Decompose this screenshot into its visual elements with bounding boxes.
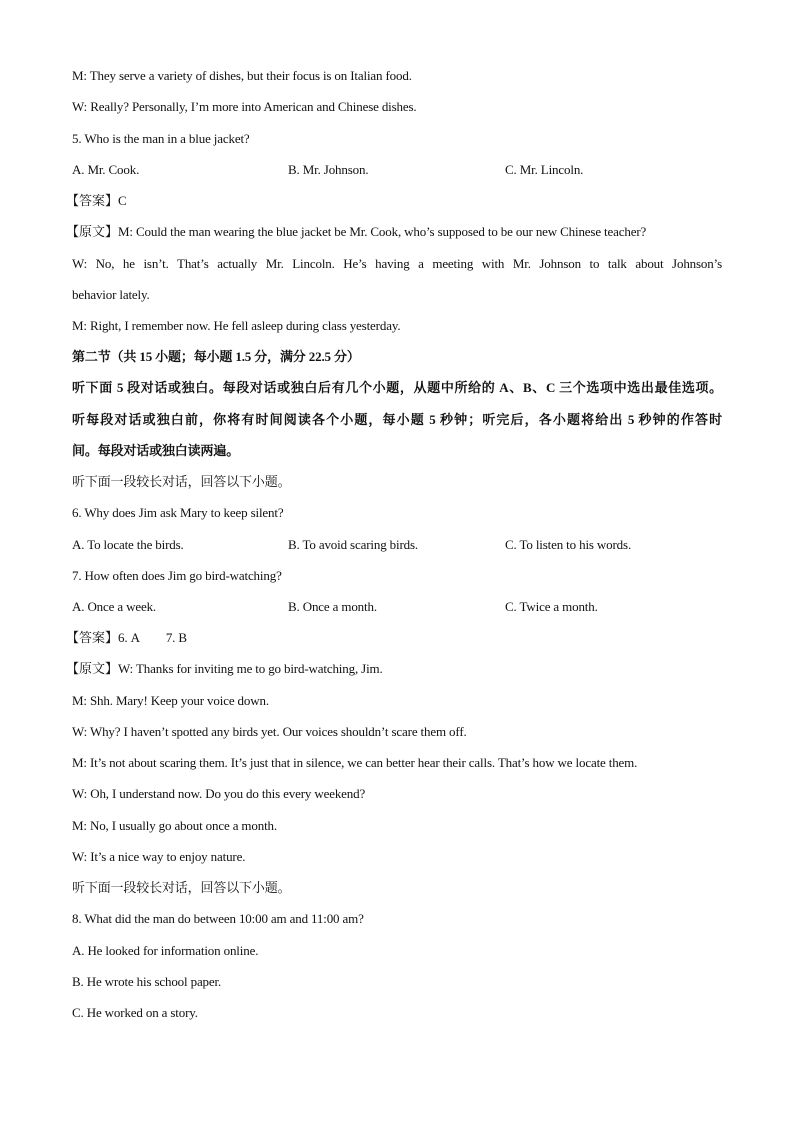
dialogue-line: M: Shh. Mary! Keep your voice down. <box>72 693 269 708</box>
option-c: C. He worked on a story. <box>72 1005 198 1020</box>
question-5: 5. Who is the man in a blue jacket? <box>72 131 250 146</box>
dialogue-line: M: They serve a variety of dishes, but their focus is on Italian food. <box>72 68 412 83</box>
dialogue-line: W: Why? I haven’t spotted any birds yet. Our voices shouldn’t scare them off. <box>72 724 467 739</box>
option-c: C. Mr. Lincoln. <box>505 162 584 177</box>
option-b: B. Once a month. <box>288 599 377 614</box>
transcript-row <box>66 224 646 240</box>
dialogue-line: M: Right, I remember now. He fell asleep during class yesterday. <box>72 318 401 333</box>
answer-label: 【答案】 <box>66 193 119 208</box>
dialogue-line: W: No, he isn’t. That’s actually Mr. Lincoln. He’s having a meeting with Mr. Johnson to talk about Johnson’s <box>72 256 722 271</box>
dialogue-line: W: Really? Personally, I’m more into American and Chinese dishes. <box>72 99 417 114</box>
option-c: C. Twice a month. <box>505 599 598 614</box>
question-7-options <box>72 599 722 615</box>
option-b: B. To avoid scaring birds. <box>288 537 418 552</box>
section-heading: 第二节（共 15 小题；每小题 1.5 分，满分 22.5 分） <box>72 349 360 364</box>
transcript-line: M: Could the man wearing the blue jacket be Mr. Cook, who’s supposed to be our new Chinese teacher? <box>118 224 647 239</box>
listening-prompt: 听下面一段较长对话，回答以下小题。 <box>72 880 291 895</box>
instruction-line: 间。每段对话或独白读两遍。 <box>72 443 240 458</box>
answer-label: 【答案】 <box>66 630 119 645</box>
answer-value: 6. A <box>118 630 140 645</box>
answer-value: 7. B <box>165 630 187 645</box>
option-b: B. Mr. Johnson. <box>288 162 369 177</box>
transcript-label: 【原文】 <box>66 224 119 239</box>
question-6: 6. Why does Jim ask Mary to keep silent? <box>72 505 284 520</box>
instruction-line: 听每段对话或独白前，你将有时间阅读各个小题，每小题 5 秒钟；听完后，各小题将给出 5 秒钟的作答时 <box>72 412 722 427</box>
answer-row <box>66 630 187 646</box>
option-a: A. He looked for information online. <box>72 943 259 958</box>
listening-prompt: 听下面一段较长对话，回答以下小题。 <box>72 474 291 489</box>
dialogue-line: behavior lately. <box>72 287 150 302</box>
transcript-label: 【原文】 <box>66 661 119 676</box>
instruction-line: 听下面 5 段对话或独白。每段对话或独白后有几个小题，从题中所给的 A、B、C 三个选项中选出最佳选项。 <box>72 380 722 395</box>
option-a: A. Once a week. <box>72 599 157 614</box>
dialogue-line: M: It’s not about scaring them. It’s just that in silence, we can better hear their calls. That’s how we locate them. <box>72 755 638 770</box>
option-a: A. Mr. Cook. <box>72 162 140 177</box>
transcript-row <box>66 661 383 677</box>
transcript-line: W: Thanks for inviting me to go bird-watching, Jim. <box>118 661 383 676</box>
option-c: C. To listen to his words. <box>505 537 632 552</box>
question-8: 8. What did the man do between 10:00 am and 11:00 am? <box>72 911 364 926</box>
answer-value: C <box>118 193 127 208</box>
question-7: 7. How often does Jim go bird-watching? <box>72 568 282 583</box>
dialogue-line: W: Oh, I understand now. Do you do this every weekend? <box>72 786 366 801</box>
question-5-options <box>72 162 722 178</box>
dialogue-line: W: It’s a nice way to enjoy nature. <box>72 849 246 864</box>
option-b: B. He wrote his school paper. <box>72 974 222 989</box>
dialogue-line: M: No, I usually go about once a month. <box>72 818 278 833</box>
answer-row <box>66 193 127 209</box>
option-a: A. To locate the birds. <box>72 537 184 552</box>
question-6-options <box>72 537 722 553</box>
